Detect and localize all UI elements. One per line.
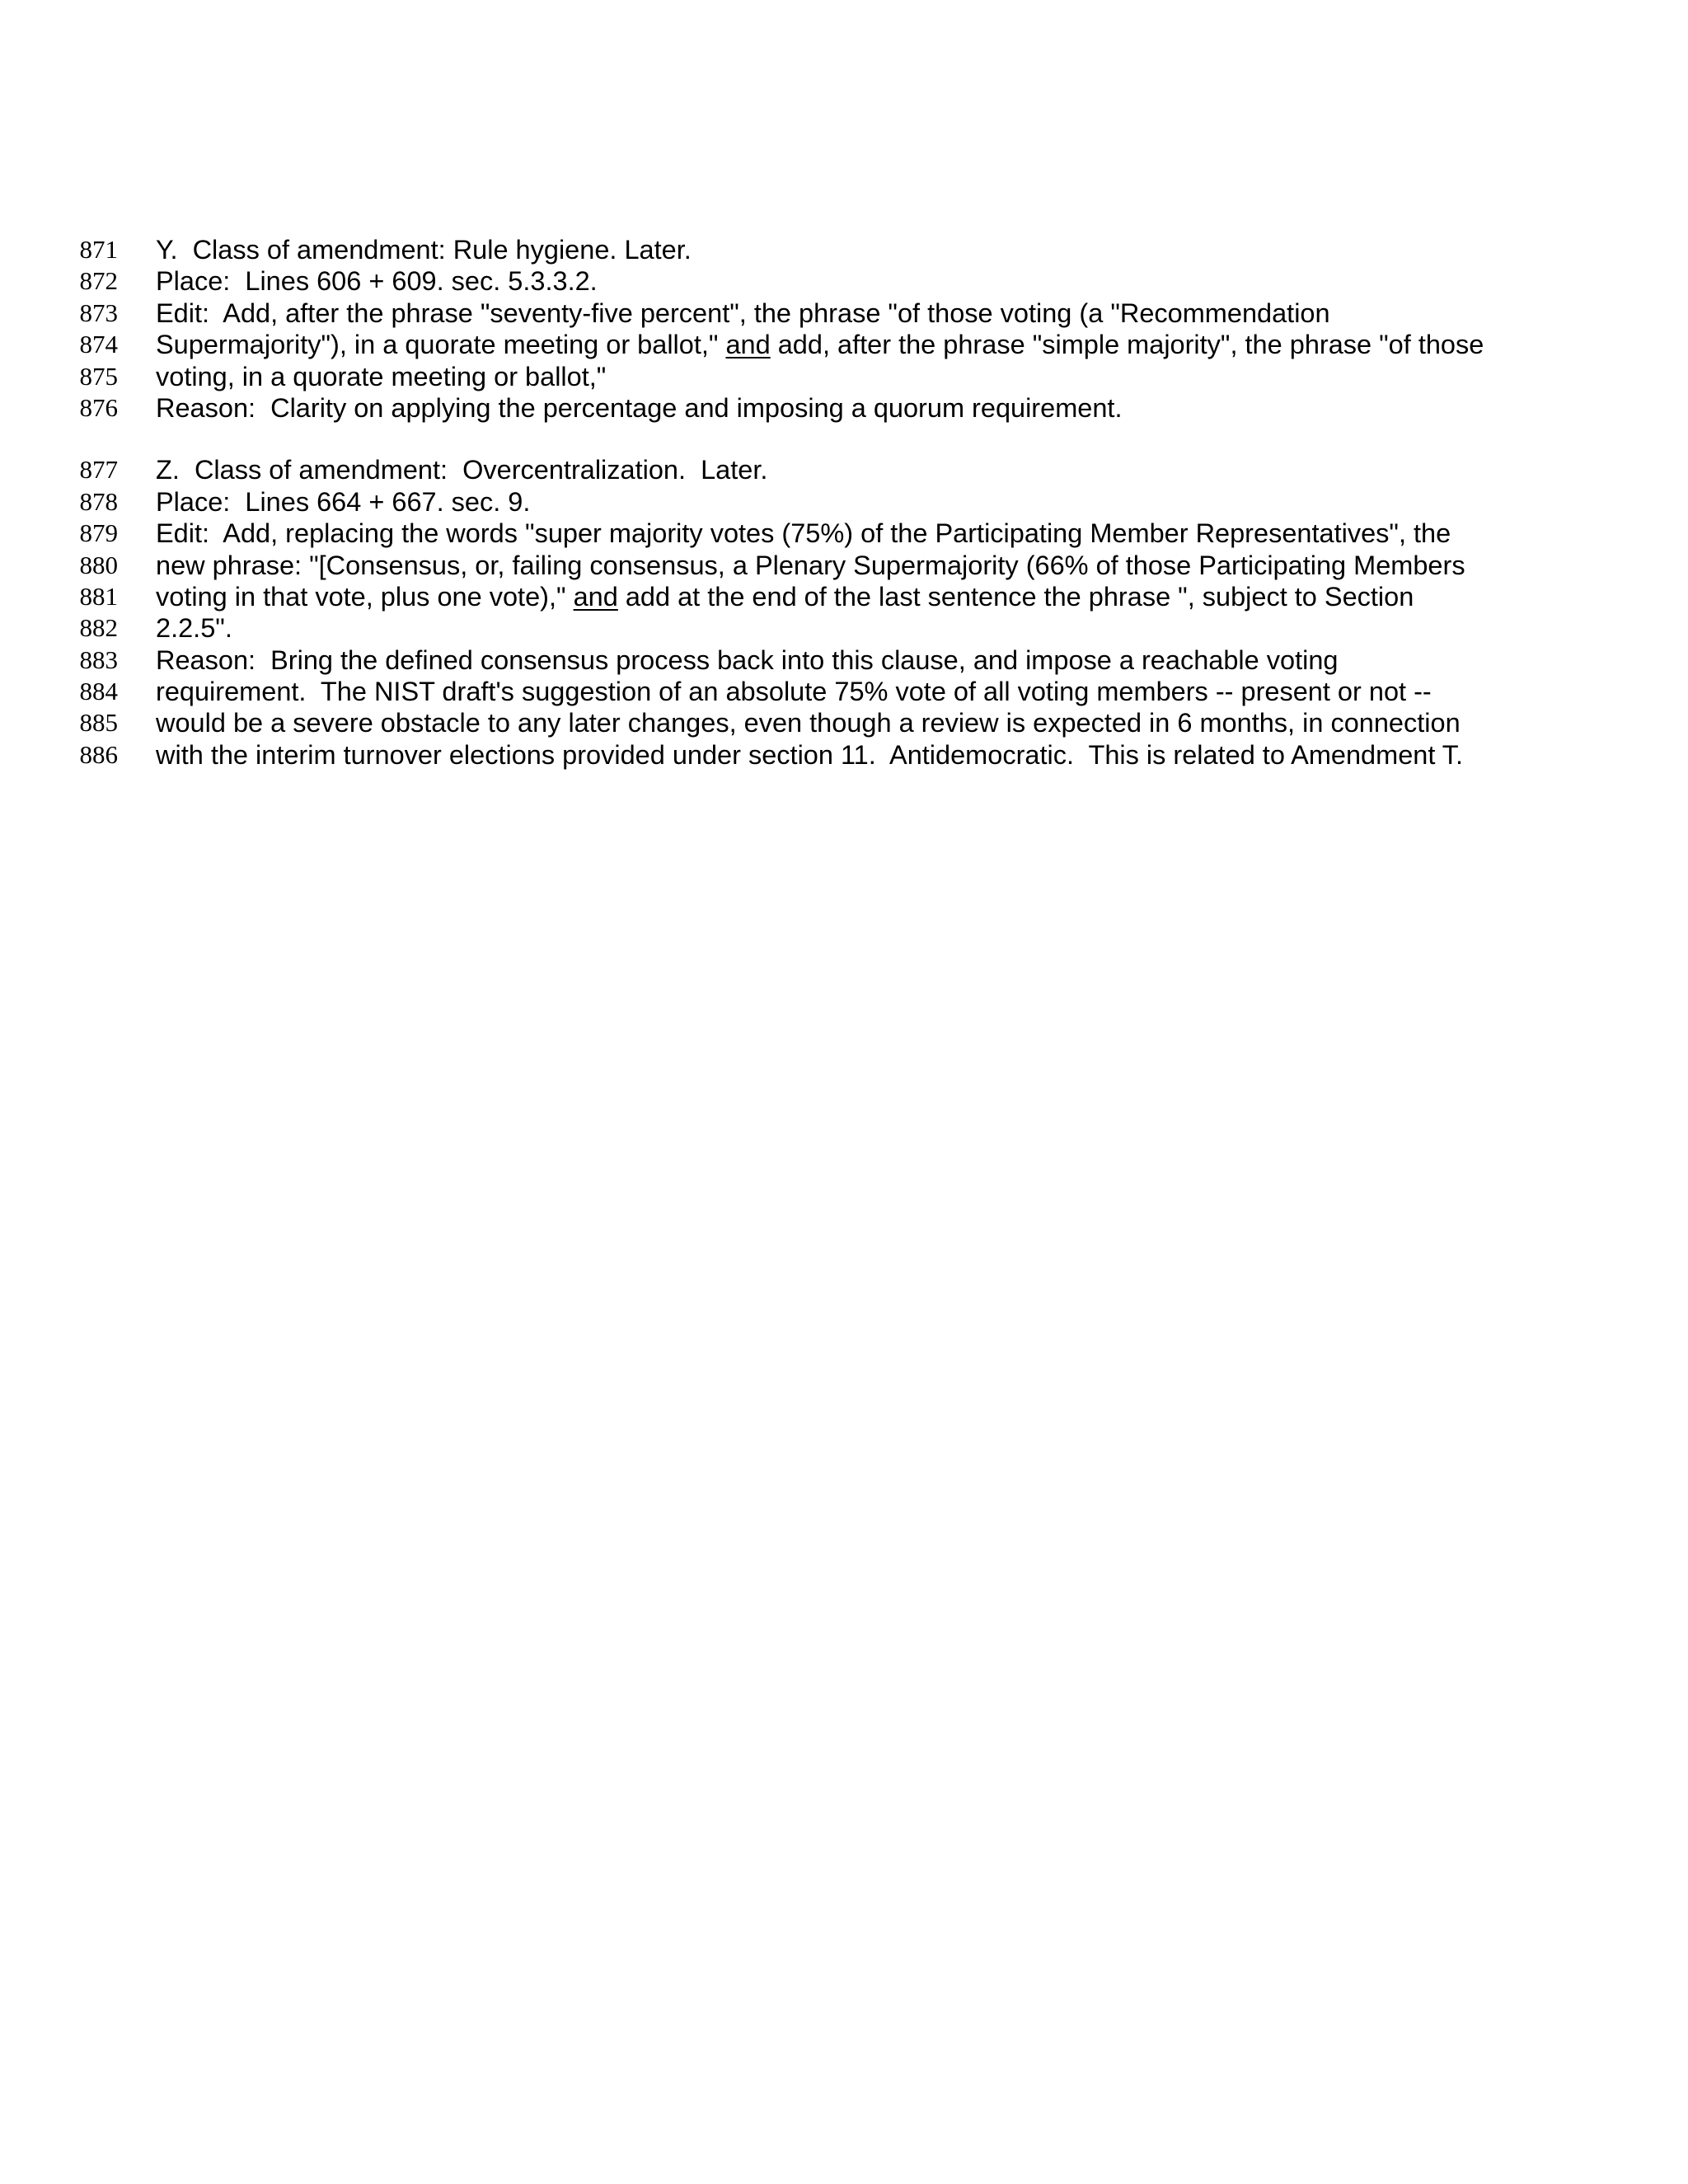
text-segment: Reason: Clarity on applying the percentage and imposing a quorum requirement. bbox=[156, 392, 1123, 423]
line-text bbox=[156, 361, 606, 392]
line-number: 878 bbox=[79, 486, 118, 516]
text-segment: Z. Class of amendment: Overcentralization. Later. bbox=[156, 455, 768, 485]
underlined-word: and bbox=[725, 330, 771, 360]
line-number: 871 bbox=[79, 235, 118, 264]
line-text bbox=[156, 234, 692, 265]
text-segment: Y. Class of amendment: Rule hygiene. Later. bbox=[156, 235, 692, 265]
line-text bbox=[156, 644, 1338, 676]
document-line bbox=[0, 298, 1688, 329]
line-text bbox=[156, 739, 1463, 771]
line-number: 875 bbox=[79, 361, 118, 391]
document-line bbox=[0, 644, 1688, 676]
document-line bbox=[0, 361, 1688, 392]
line-text bbox=[156, 581, 1414, 612]
line-number: 880 bbox=[79, 550, 118, 579]
line-number: 872 bbox=[79, 266, 118, 296]
text-segment: Edit: Add, after the phrase "seventy-five percent", the phrase "of those voting (a "Recommendation bbox=[156, 298, 1330, 328]
document-line bbox=[0, 676, 1688, 707]
text-segment: would be a severe obstacle to any later changes, even though a review is expected in 6 months, in connection bbox=[156, 708, 1461, 738]
text-segment: Supermajority"), in a quorate meeting or ballot," bbox=[156, 330, 726, 360]
line-number: 881 bbox=[79, 581, 118, 611]
line-text bbox=[156, 518, 1451, 549]
line-text bbox=[156, 329, 1484, 360]
line-number: 882 bbox=[79, 613, 118, 643]
line-text bbox=[156, 486, 530, 518]
text-segment: Reason: Bring the defined consensus process back into this clause, and impose a reachable voting bbox=[156, 644, 1339, 675]
document-line bbox=[0, 707, 1688, 738]
text-segment: add, after the phrase "simple majority", the phrase "of those bbox=[770, 330, 1484, 360]
line-text bbox=[156, 676, 1432, 707]
line-number: 884 bbox=[79, 677, 118, 706]
document-line bbox=[0, 739, 1688, 771]
line-number: 877 bbox=[79, 455, 118, 485]
text-segment: 2.2.5". bbox=[156, 613, 232, 644]
document-line bbox=[0, 329, 1688, 360]
text-segment: Place: Lines 606 + 609. sec. 5.3.3.2. bbox=[156, 266, 598, 297]
line-text bbox=[156, 298, 1330, 329]
line-number: 879 bbox=[79, 518, 118, 548]
document-content bbox=[0, 234, 1688, 771]
document-line bbox=[0, 612, 1688, 644]
line-text bbox=[156, 707, 1461, 738]
document-line bbox=[0, 234, 1688, 265]
line-number: 883 bbox=[79, 644, 118, 674]
line-text bbox=[156, 392, 1123, 424]
line-text bbox=[156, 265, 598, 297]
line-number: 874 bbox=[79, 330, 118, 359]
text-segment: voting, in a quorate meeting or ballot," bbox=[156, 361, 607, 391]
document-line bbox=[0, 454, 1688, 485]
text-segment: voting in that vote, plus one vote)," bbox=[156, 581, 574, 612]
document-line bbox=[0, 518, 1688, 549]
document-line bbox=[0, 392, 1688, 424]
line-text bbox=[156, 612, 232, 644]
line-number: 873 bbox=[79, 298, 118, 327]
text-segment: add at the end of the last sentence the phrase ", subject to Section bbox=[617, 581, 1414, 612]
document-line bbox=[0, 486, 1688, 518]
underlined-word: and bbox=[573, 581, 618, 612]
document-line bbox=[0, 550, 1688, 581]
line-number: 885 bbox=[79, 708, 118, 738]
document-line bbox=[0, 265, 1688, 297]
text-segment: Place: Lines 664 + 667. sec. 9. bbox=[156, 486, 531, 517]
document-line bbox=[0, 581, 1688, 612]
text-segment: requirement. The NIST draft's suggestion of an absolute 75% vote of all voting members -- present or not -- bbox=[156, 677, 1432, 707]
text-segment: with the interim turnover elections provided under section 11. Antidemocratic. This is related to Amendment T. bbox=[156, 739, 1464, 770]
text-segment: Edit: Add, replacing the words "super majority votes (75%) of the Participating Member Representatives", the bbox=[156, 518, 1451, 549]
line-text bbox=[156, 454, 767, 485]
text-segment: new phrase: "[Consensus, or, failing consensus, a Plenary Supermajority (66% of those Participating Members bbox=[156, 550, 1465, 580]
line-number: 886 bbox=[79, 739, 118, 769]
line-number: 876 bbox=[79, 392, 118, 422]
line-text bbox=[156, 550, 1465, 581]
